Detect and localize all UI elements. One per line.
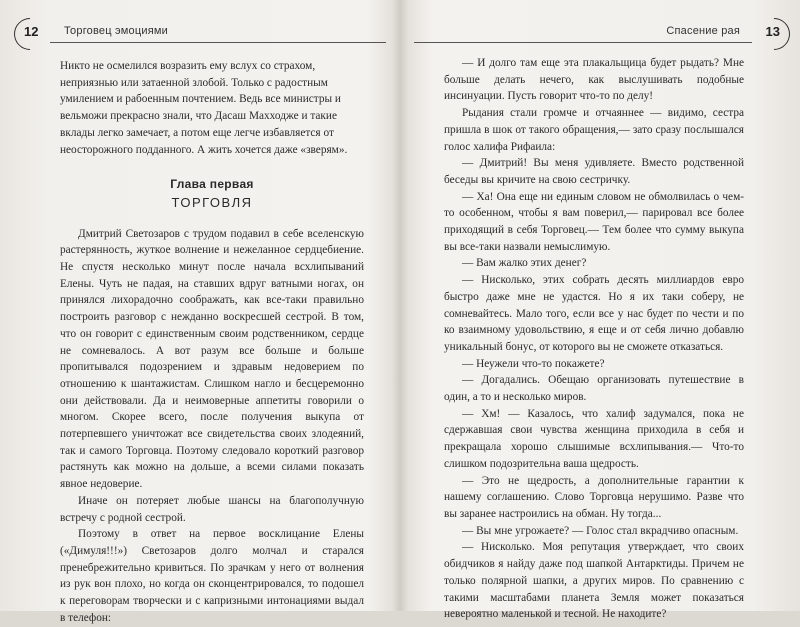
chapter-title: ТОРГОВЛЯ: [171, 194, 253, 210]
page-number: 13: [765, 24, 780, 39]
paragraph: Рыдания стали громче и отчаяннее — видимо, сестра пришла в шок от такого обращения,— зато сразу послышался голос халифа Рифаила:: [444, 107, 744, 153]
header-rule: [414, 42, 752, 43]
paragraph: — Неужели что-то покажете?: [462, 357, 605, 370]
right-page-header: [414, 22, 786, 44]
chapter-heading: Глава первая: [170, 177, 254, 192]
paragraph: Иначе он потеряет любые шансы на благополучную встречу с родной сестрой.: [60, 494, 364, 524]
paragraph: — Ха! Она еще ни единым словом не обмолвилась о чем-то особенном, чтобы я вам поверил,— парировал все более приходящий в себя Торговец.— Тем более что сумму выкупа вы все-таки назвали немыслимую.: [444, 190, 744, 253]
paragraph: — Нисколько, этих собрать десять миллиардов евро быстро даже мне не удастся. Но я их таки соберу, не сомневайтесь. Мало того, если все у нас будет по чести и по ко взаимному удовольствию, я еще и от себя лично добавлю уникальный бонус, от которого вы не сможете отказаться.: [444, 274, 744, 353]
header-rule: [50, 42, 386, 43]
paragraph: — Это не щедрость, а дополнительные гарантии к нашему соглашению. Слово Торговца нерушимо. Разве что вы заранее настроились на обман. Ну тогда...: [444, 474, 744, 520]
page-number: 12: [24, 24, 39, 39]
right-page-text: [444, 55, 744, 623]
right-page: [400, 0, 800, 621]
paragraph: — Хм! — Казалось, что халиф задумался, пока не сдержавшая свои чувства женщина приходила в себя и прекращала хорошо слышимые всхлипывания.— Что-то слишком подозрительна ваша щедрость.: [444, 407, 744, 470]
paragraph: — Вам жалко этих денег?: [462, 257, 587, 270]
paragraph: Поэтому в ответ на первое восклицание Елены («Димуля!!!») Светозаров долго молчал и старался пренебрежительно кривиться. По зрачкам у него от волнения из рук вон плохо, но когда он сконцентрировался, то подошел к переговорам творчески и с капризными интонациями выдал в телефон:: [60, 528, 364, 624]
running-title: Спасение рая: [666, 25, 740, 37]
running-title: Торговец эмоциями: [64, 25, 168, 37]
paragraph: — Вы мне угрожаете? — Голос стал вкрадчиво опасным.: [462, 524, 739, 537]
paragraph: — Нисколько. Моя репутация утверждает, что своих обидчиков я найду даже под шапкой Антарктиды. Причем не только полярной шапки, а других миров. По сравнению с такими масштабами планета Земля может показаться невероятно маленькой и тесной. Не находите?: [444, 541, 744, 621]
paragraph: — Догадались. Обещаю организовать путешествие в один, а то и несколько миров.: [444, 374, 744, 404]
left-page: [0, 0, 400, 624]
paragraph: — Дмитрий! Вы меня удивляете. Вместо родственной беседы вы кричите на свою сестричку.: [444, 157, 744, 186]
left-page-text: [60, 58, 364, 627]
paragraph: Дмитрий Светозаров с трудом подавил в себе вселенскую растерянность, жуткое волнение и нежеланное сердцебиение. Не спустя несколько минут после начала всхлипываний Елены. Чуть не падая, на ставших вдруг ватными ногах, он принялся лихорадочно соображать, как все-таки правильно построить разговор с нежданно воскресшей сестрой. В том, что он говорит с единственным своим родственником, сердце не сомневалось. А вот разум все больше и больше пропитывался подозрением и здравым недоверием по отношению к шантажистам. Слишком нагло и бесцеремонно они действовали. Да и неимоверные аппетиты говорили о многом. Скорее всего, после получения выкупа от потерпевшего уничтожат все свидетельства своих злодеяний, так и самого Торговца. Поэтому следовало короткий разговор растянуть как можно на дольше, а всеми силами показать явное недоверие.: [60, 227, 364, 491]
paragraph: — И долго там еще эта плакальщица будет рыдать? Мне больше делать нечего, как выслушивать подобные инсинуации. Пусть говорит что-то по делу!: [444, 57, 744, 103]
left-page-header: [16, 22, 386, 44]
paragraph: Никто не осмелился возразить ему вслух со страхом, неприязнью или затаенной злобой. Только с радостным умилением и рабоенным почтением. Ведь все министры и вельможи прекрасно знали, что Дасаш Махходже и такие вклады легко замечает, а потом еще легче избавляется от неосторожного подданного. А жить хочется даже «зверям».: [60, 60, 348, 156]
